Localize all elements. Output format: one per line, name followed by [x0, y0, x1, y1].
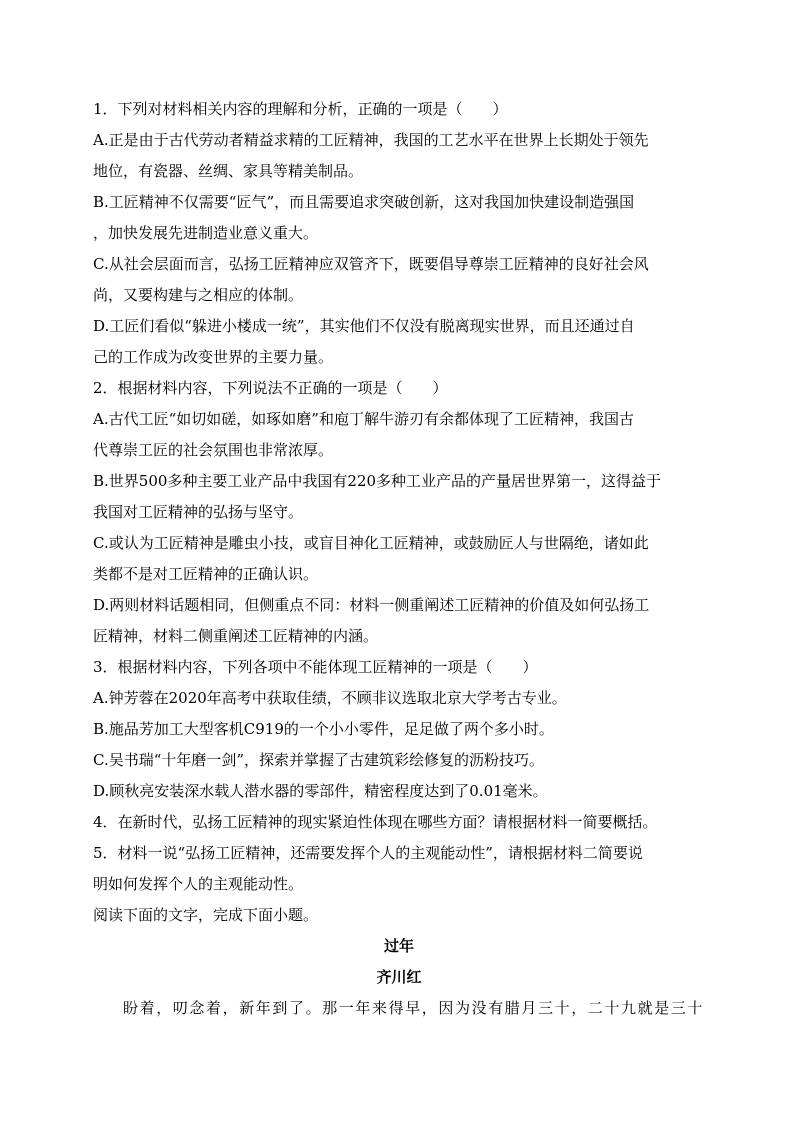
question-1-option-b-line-1: B.工匠精神不仅需要“匠气”，而且需要追求突破创新，这对我国加快建设制造强国	[93, 193, 635, 211]
question-1-option-a-line-1: A.正是由于古代劳动者精益求精的工匠精神，我国的工艺水平在世界上长期处于领先	[93, 131, 649, 149]
story-author: 齐川红	[376, 968, 422, 986]
question-1-option-c-line-2: 尚，又要构建与之相应的体制。	[93, 286, 304, 304]
story-title: 过年	[383, 937, 414, 955]
question-2-option-a-line-1: A.古代工匠“如切如磋，如琢如磨”和庖丁解牛游刃有余都体现了工匠精神，我国古	[93, 410, 634, 428]
question-1-option-a-line-2: 地位，有瓷器、丝绸、家具等精美制品。	[93, 162, 364, 180]
question-1-stem: 1．下列对材料相关内容的理解和分析，正确的一项是（ ）	[93, 100, 508, 118]
question-3-option-d: D.顾秋亮安装深水载人潜水器的零部件，精密程度达到了0.01毫米。	[93, 782, 548, 800]
question-2-option-b-line-1: B.世界500多种主要工业产品中我国有220多种工业产品的产量居世界第一，这得益于	[93, 472, 662, 490]
question-1-option-d-line-1: D.工匠们看似“躲进小楼成一统”，其实他们不仅没有脱离现实世界，而且还通过自	[93, 317, 635, 335]
question-4: 4．在新时代，弘扬工匠精神的现实紧迫性体现在哪些方面？请根据材料一简要概括。	[93, 813, 658, 831]
question-1-option-c-line-1: C.从社会层面而言，弘扬工匠精神应双管齐下，既要倡导尊崇工匠精神的良好社会风	[93, 255, 649, 273]
document-content	[93, 94, 705, 1024]
question-5-line-1: 5．材料一说“弘扬工匠精神，还需要发挥个人的主观能动性”，请根据材料二简要说	[93, 844, 643, 862]
question-3-option-a: A.钟芳蓉在2020年高考中获取佳绩，不顾非议选取北京大学考古专业。	[93, 689, 567, 707]
question-2-option-c-line-2: 类都不是对工匠精神的正确认识。	[93, 565, 319, 583]
question-5-line-2: 明如何发挥个人的主观能动性。	[93, 875, 304, 893]
question-1-option-d-line-2: 己的工作成为改变世界的主要力量。	[93, 348, 334, 366]
question-3-stem: 3．根据材料内容，下列各项中不能体现工匠精神的一项是（ ）	[93, 658, 538, 676]
question-3-option-c: C.吴书瑞“十年磨一剑”，探索并掌握了古建筑彩绘修复的沥粉技巧。	[93, 751, 545, 769]
question-2-option-d-line-2: 匠精神，材料二侧重阐述工匠精神的内涵。	[93, 627, 379, 645]
question-2-option-b-line-2: 我国对工匠精神的弘扬与坚守。	[93, 503, 304, 521]
question-2-option-a-line-2: 代尊崇工匠的社会氛围也非常浓厚。	[93, 441, 334, 459]
question-1-option-b-line-2: ，加快发展先进制造业意义重大。	[93, 224, 319, 242]
story-first-line: 盼着，叨念着，新年到了。那一年来得早，因为没有腊月三十，二十九就是三十	[123, 999, 705, 1017]
question-2-option-c-line-1: C.或认为工匠精神是雕虫小技，或盲目神化工匠精神，或鼓励匠人与世隔绝，诸如此	[93, 534, 649, 552]
reading-instruction: 阅读下面的文字，完成下面小题。	[93, 906, 319, 924]
question-3-option-b: B.施品芳加工大型客机C919的一个小小零件，足足做了两个多小时。	[93, 720, 554, 738]
question-2-stem: 2．根据材料内容，下列说法不正确的一项是（ ）	[93, 379, 448, 397]
question-2-option-d-line-1: D.两则材料话题相同，但侧重点不同：材料一侧重阐述工匠精神的价值及如何弘扬工	[93, 596, 650, 614]
